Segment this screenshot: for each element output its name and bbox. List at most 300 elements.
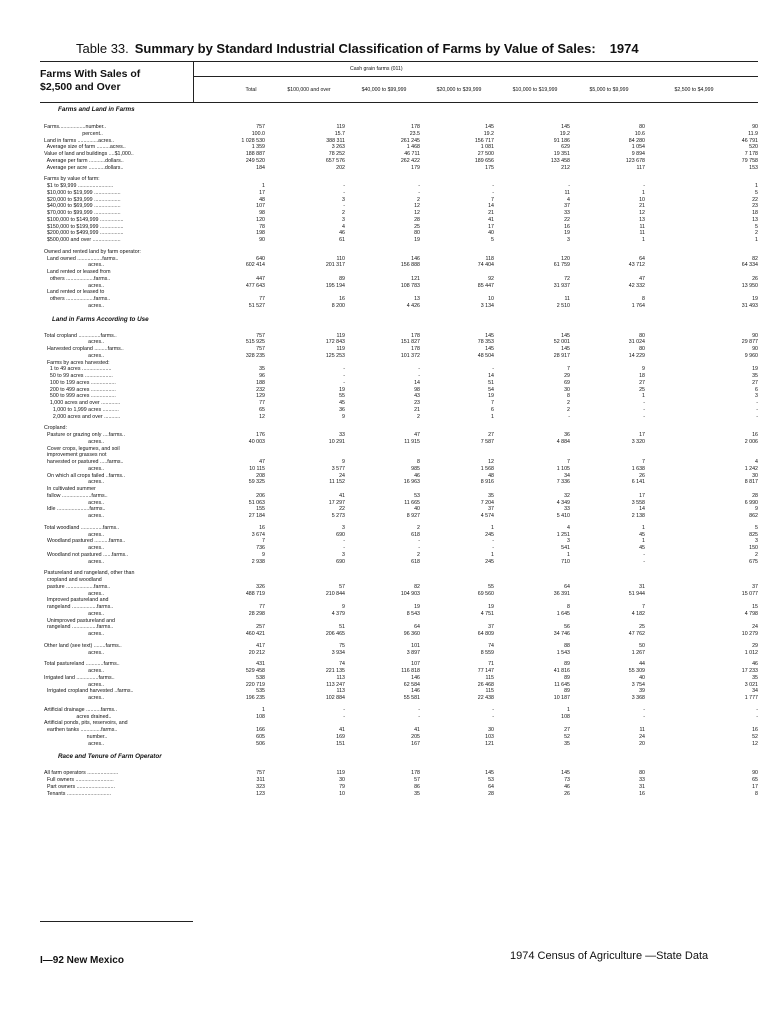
table-cell: 44 — [639, 661, 645, 668]
table-row — [44, 414, 758, 421]
row-label: acres.. — [44, 668, 105, 674]
table-cell: 4 349 — [556, 499, 570, 506]
table-cell: 1 054 — [631, 144, 645, 151]
table-cell: 102 884 — [325, 695, 345, 701]
table-cell: 189 656 — [474, 157, 494, 164]
table-cell: 46 791 — [741, 137, 758, 144]
table-cell: 515 925 — [245, 339, 265, 346]
table-cell: 96 360 — [403, 631, 420, 637]
table-cell: 17 — [259, 189, 265, 196]
top-rule — [40, 61, 758, 62]
table-cell: 36 — [339, 406, 345, 413]
table-cell: 29 — [564, 373, 570, 379]
table-cell: 51 527 — [248, 302, 265, 309]
row-label: acres.. — [44, 513, 105, 519]
table-cell: 657 576 — [325, 157, 345, 164]
table-cell: 123 678 — [625, 157, 645, 164]
table-cell: 7 — [642, 604, 645, 610]
table-cell: 166 — [256, 727, 265, 733]
table-cell: 27 — [752, 379, 758, 386]
table-cell: 77 — [259, 400, 265, 406]
table-cell: 19 — [414, 237, 420, 243]
table-cell: 34 — [752, 688, 758, 695]
table-cell: - — [756, 406, 758, 413]
table-cell: 232 — [256, 386, 265, 393]
row-label: 100 to 199 acres ................. — [44, 379, 116, 386]
table-cell: 2 510 — [556, 302, 570, 309]
table-cell: 8 — [417, 459, 420, 465]
section-heading: Land in Farms According to Use — [52, 315, 149, 323]
row-label: Total cropland ...............farms.. — [44, 332, 117, 339]
table-cell: - — [343, 183, 345, 189]
table-cell: 1 — [491, 551, 494, 558]
table-cell: 175 — [485, 164, 494, 171]
table-cell: 121 — [485, 740, 494, 747]
table-cell: 116 818 — [401, 668, 420, 674]
row-label: Average size of farm .........acres.. — [44, 144, 126, 151]
row-label: acres.. — [44, 339, 105, 346]
table-cell: 1 — [642, 393, 645, 400]
row-label: harvested or pastured .....farms.. — [44, 459, 124, 465]
row-label: $200,000 to $499,999 ................ — [44, 230, 124, 237]
table-cell: 9 960 — [744, 352, 758, 359]
table-cell: 91 186 — [553, 137, 570, 144]
table-cell: - — [643, 406, 645, 413]
table-cell: 52 — [564, 733, 570, 740]
row-label: Artificial ponds, pits, reservoirs, and — [44, 720, 128, 727]
table-cell: 12 — [488, 459, 494, 465]
row-label: Land rented or leased to — [44, 289, 105, 296]
table-cell: 28 — [414, 216, 420, 223]
table-cell: 2 — [755, 230, 758, 237]
table-cell: 8 927 — [406, 513, 420, 519]
row-label: $100,000 to $149,999 ................ — [44, 216, 124, 223]
table-cell: 8 543 — [406, 610, 420, 617]
table-cell: - — [418, 366, 420, 373]
table-cell: 11 152 — [329, 479, 345, 486]
row-label: Land owned .................farms.. — [44, 255, 119, 262]
table-cell: 1 638 — [631, 465, 645, 472]
table-cell: - — [343, 545, 345, 551]
table-cell: 535 — [256, 688, 265, 695]
table-cell: 4 574 — [480, 513, 494, 519]
table-cell: 35 — [259, 366, 265, 373]
row-label: others ...................farms.. — [44, 296, 111, 302]
table-cell: - — [418, 183, 420, 189]
table-cell: 640 — [256, 255, 265, 262]
table-cell: 20 — [639, 740, 645, 747]
row-label: fallow ....................farms.. — [44, 492, 108, 499]
table-cell: 64 334 — [741, 262, 758, 269]
row-label: Farms by acres harvested: — [44, 359, 110, 366]
table-cell: 80 — [639, 770, 645, 777]
table-cell: 1 — [642, 237, 645, 243]
table-cell: 37 — [488, 624, 494, 631]
table-cell: - — [343, 373, 345, 379]
table-cell: 108 783 — [400, 282, 420, 289]
table-cell: 529 458 — [245, 668, 265, 674]
row-label: Cover crops, legumes, and soil — [44, 445, 120, 452]
table-cell: 220 719 — [245, 681, 265, 688]
table-cell: 21 — [414, 406, 420, 413]
table-cell: 520 — [749, 144, 758, 151]
table-cell: 156 888 — [400, 262, 420, 269]
header-bottom-rule — [40, 102, 758, 103]
table-cell: 55 309 — [628, 668, 645, 674]
table-cell: 3 558 — [631, 499, 645, 506]
table-cell: 120 — [561, 255, 570, 262]
table-cell: 19 — [488, 604, 494, 610]
table-cell: 7 — [491, 400, 494, 406]
table-cell: 100.0 — [251, 130, 265, 137]
table-cell: 417 — [256, 642, 265, 649]
table-cell: - — [643, 551, 645, 558]
table-cell: 64 — [639, 255, 645, 262]
table-cell: 35 — [488, 492, 494, 499]
table-cell: 90 — [259, 237, 265, 243]
table-cell: 33 — [564, 506, 570, 513]
table-cell: 4 — [755, 459, 758, 465]
table-cell: - — [568, 413, 570, 420]
table-cell: 3 934 — [331, 649, 345, 656]
table-row — [44, 741, 758, 748]
table-cell: 25 — [639, 386, 645, 393]
table-cell: 1 081 — [480, 144, 494, 151]
table-cell: 146 — [411, 688, 420, 695]
table-cell: 538 — [256, 674, 265, 681]
table-cell: 5 410 — [556, 513, 570, 519]
row-label: $10,000 to $19,999 .................. — [44, 189, 121, 196]
table-cell: 110 — [336, 255, 345, 262]
row-label: acres drained.. — [44, 713, 112, 720]
table-cell: 75 — [339, 642, 345, 649]
table-cell: 541 — [561, 545, 570, 551]
table-cell: 108 — [561, 713, 570, 720]
table-cell: 201 317 — [325, 262, 345, 269]
row-label: acres.. — [44, 438, 105, 445]
table-cell: 4 — [342, 223, 345, 230]
table-cell: 506 — [256, 740, 265, 747]
table-cell: 37 — [564, 203, 570, 210]
table-cell: 40 — [639, 674, 645, 681]
table-cell: 45 — [339, 400, 345, 406]
table-cell: 119 — [336, 770, 345, 777]
table-cell: 121 — [411, 275, 420, 282]
table-cell: 41 — [414, 727, 420, 733]
table-cell: - — [418, 373, 420, 379]
table-cell: 78 252 — [328, 151, 345, 157]
row-label: Artificial drainage ..........farms.. — [44, 706, 118, 713]
table-cell: 9 — [342, 459, 345, 465]
table-row — [44, 303, 758, 310]
table-cell: 16 963 — [403, 479, 420, 486]
table-cell: 618 — [411, 531, 420, 538]
row-label: acres.. — [44, 649, 105, 656]
row-label: Part owners .......................... — [44, 783, 115, 790]
table-cell: 1 — [567, 706, 570, 713]
table-cell: 757 — [256, 332, 265, 339]
table-cell: - — [756, 706, 758, 713]
row-label: acres.. — [44, 545, 105, 551]
table-cell: 35 — [414, 790, 420, 797]
table-cell: 7 — [491, 196, 494, 203]
table-cell: 125 253 — [325, 352, 345, 359]
table-cell: 19 351 — [553, 151, 570, 157]
table-cell: 212 — [561, 164, 570, 171]
table-cell: 2 — [342, 210, 345, 216]
table-cell: 757 — [256, 346, 265, 352]
row-label: Woodland pastured ..........farms.. — [44, 538, 126, 545]
row-label: number.. — [44, 733, 108, 740]
table-cell: 32 — [564, 492, 570, 499]
table-cell: 72 — [564, 275, 570, 282]
row-label: rangeland .................farms.. — [44, 604, 114, 610]
table-cell: 5 — [755, 223, 758, 230]
table-cell: 27 — [488, 432, 494, 438]
table-cell: - — [756, 400, 758, 406]
table-cell: 2 — [567, 400, 570, 406]
page-footer-right: 1974 Census of Agriculture —State Data — [510, 950, 709, 962]
table-cell: 146 — [411, 674, 420, 681]
table-cell: 37 — [752, 583, 758, 590]
table-cell: 3 — [342, 196, 345, 203]
table-cell: - — [492, 189, 494, 196]
table-cell: 188 887 — [245, 151, 265, 157]
table-cell: 40 — [414, 506, 420, 513]
row-label: Harvested cropland .........farms.. — [44, 346, 124, 352]
table-cell: 120 — [256, 216, 265, 223]
table-cell: 11 — [639, 727, 645, 733]
table-cell: 53 — [414, 492, 420, 499]
table-cell: 488 719 — [245, 590, 265, 597]
table-cell: 178 — [411, 770, 420, 777]
table-cell: 79 — [339, 783, 345, 790]
table-cell: - — [568, 183, 570, 189]
table-cell: 1 — [642, 524, 645, 531]
row-label: acres.. — [44, 282, 105, 289]
table-cell: 5 — [491, 237, 494, 243]
row-label: acres.. — [44, 610, 105, 617]
table-cell: 107 — [256, 203, 265, 210]
row-label: Improved pastureland and — [44, 597, 109, 604]
table-cell: 27 — [564, 727, 570, 733]
table-cell: 7 178 — [744, 151, 758, 157]
table-cell: 8 559 — [480, 649, 494, 656]
table-cell: 11 — [639, 223, 645, 230]
table-cell: 145 — [485, 770, 494, 777]
table-cell: 11 915 — [404, 438, 420, 445]
table-cell: 113 — [336, 688, 345, 695]
row-label: Farms..................number.. — [44, 124, 107, 130]
table-cell: 119 — [336, 332, 345, 339]
table-cell: 123 — [256, 790, 265, 797]
table-cell: 41 — [339, 492, 345, 499]
table-cell: 48 — [259, 196, 265, 203]
table-cell: 89 — [564, 688, 570, 695]
super-head-rule — [193, 76, 758, 77]
table-title — [76, 41, 639, 56]
table-cell: 19 — [564, 230, 570, 237]
table-cell: 24 — [639, 733, 645, 740]
table-row — [44, 631, 758, 638]
table-cell: - — [643, 400, 645, 406]
row-label: Pasture or grazing only ....farms.. — [44, 432, 125, 438]
table-cell: 19 — [339, 386, 345, 393]
table-cell: 113 — [336, 674, 345, 681]
table-row — [44, 791, 758, 798]
table-cell: 7 — [567, 459, 570, 465]
row-label: acres.. — [44, 262, 105, 269]
stub-heading — [40, 68, 140, 94]
table-cell: 31 493 — [741, 302, 758, 309]
table-cell: 19 — [414, 604, 420, 610]
table-number: Table 33. — [76, 41, 129, 56]
table-cell: 206 465 — [325, 631, 345, 637]
table-cell: 29 877 — [741, 339, 758, 346]
table-cell: 10 115 — [249, 465, 265, 472]
table-cell: 85 447 — [477, 282, 494, 289]
table-cell: 198 — [256, 230, 265, 237]
table-cell: 19.2 — [483, 130, 494, 137]
table-cell: 88 — [564, 642, 570, 649]
table-cell: - — [643, 706, 645, 713]
table-cell: 43 712 — [628, 262, 645, 269]
row-label: 2,000 acres and over ........... — [44, 413, 121, 420]
table-cell: 57 — [414, 777, 420, 783]
table-cell: - — [492, 183, 494, 189]
table-cell: 26 — [752, 275, 758, 282]
table-cell: 80 — [639, 124, 645, 130]
row-label: 1,000 to 1,999 acres ........... — [44, 406, 119, 413]
table-cell: 27 — [639, 379, 645, 386]
table-cell: 89 — [564, 674, 570, 681]
table-cell: 7 — [262, 538, 265, 545]
table-cell: 29 — [752, 642, 758, 649]
table-cell: 48 — [488, 472, 494, 479]
table-cell: 17 297 — [328, 499, 345, 506]
table-cell: 47 — [639, 275, 645, 282]
table-cell: 4 884 — [556, 438, 570, 445]
table-cell: 15 — [752, 604, 758, 610]
table-cell: 14 229 — [628, 352, 645, 359]
table-cell: 35 — [752, 373, 758, 379]
row-label: $40,000 to $69,999 .................. — [44, 203, 121, 210]
table-cell: 42 332 — [628, 282, 645, 289]
row-label: Cropland: — [44, 425, 67, 432]
table-cell: 96 — [259, 373, 265, 379]
row-label: acres.. — [44, 590, 105, 597]
table-cell: - — [343, 203, 345, 210]
table-cell: 1 — [262, 183, 265, 189]
table-cell: 31 024 — [628, 339, 645, 346]
table-cell: 19 — [752, 366, 758, 373]
table-cell: 196 235 — [245, 695, 265, 701]
table-cell: 53 — [488, 777, 494, 783]
table-cell: 1 — [491, 524, 494, 531]
row-label: $70,000 to $99,999 .................. — [44, 210, 121, 216]
row-label: $20,000 to $39,999 .................. — [44, 196, 121, 203]
table-cell: 3 674 — [251, 531, 265, 538]
table-cell: 30 — [564, 386, 570, 393]
stub-heading-line-2: $2,500 and Over — [40, 81, 121, 93]
table-cell: 602 414 — [245, 262, 265, 269]
table-cell: 22 — [339, 506, 345, 513]
table-cell: 3 754 — [631, 681, 645, 688]
row-label: Average per acre ...........dollars.. — [44, 164, 124, 171]
table-cell: 52 — [752, 733, 758, 740]
table-cell: 8 — [755, 790, 758, 797]
table-cell: 4 — [567, 524, 570, 531]
table-cell: 150 — [749, 545, 758, 551]
row-label: $1 to $9,999 ........................ — [44, 183, 114, 189]
row-label: cropland and woodland — [44, 577, 102, 583]
table-cell: 64 809 — [477, 631, 494, 637]
table-cell: 16 — [752, 727, 758, 733]
table-cell: 328 235 — [245, 352, 265, 359]
table-cell: 84 280 — [628, 137, 645, 144]
table-cell: 17 — [639, 432, 645, 438]
row-label: 500 to 999 acres ................. — [44, 393, 116, 400]
table-cell: 605 — [256, 733, 265, 740]
table-cell: 2 006 — [744, 438, 758, 445]
table-cell: 13 — [414, 296, 420, 302]
table-cell: 4 751 — [480, 610, 494, 617]
table-cell: 2 138 — [631, 513, 645, 519]
row-label: Value of land and buildings ....$1,000.. — [44, 151, 134, 157]
table-cell: 9 — [642, 366, 645, 373]
table-cell: 208 — [256, 472, 265, 479]
row-label: acres.. — [44, 631, 105, 637]
table-cell: - — [343, 706, 345, 713]
table-cell: 6 141 — [631, 479, 645, 486]
table-cell: 61 759 — [553, 262, 570, 269]
table-cell: 2 — [417, 524, 420, 531]
table-cell: 55 — [488, 583, 494, 590]
table-cell: 56 — [564, 624, 570, 631]
table-cell: 31 — [639, 783, 645, 790]
table-cell: 27 500 — [477, 151, 494, 157]
table-cell: 1 — [755, 237, 758, 243]
table-cell: 74 — [339, 661, 345, 668]
table-cell: 10 187 — [553, 695, 570, 701]
table-cell: 3 368 — [631, 695, 645, 701]
table-cell: - — [418, 545, 420, 551]
table-cell: 47 — [259, 459, 265, 465]
row-label: acres.. — [44, 302, 105, 309]
table-row — [44, 165, 758, 172]
table-cell: 59 325 — [248, 479, 265, 486]
table-cell: 5 273 — [331, 513, 345, 519]
table-cell: 98 — [414, 386, 420, 393]
table-cell: 33 — [639, 777, 645, 783]
table-cell: 74 404 — [477, 262, 494, 269]
table-cell: 4 — [567, 196, 570, 203]
table-cell: 28 — [752, 492, 758, 499]
table-cell: 31 937 — [553, 282, 570, 289]
table-cell: 14 — [488, 203, 494, 210]
table-cell: 25 — [639, 624, 645, 631]
table-cell: 145 — [561, 770, 570, 777]
table-cell: 388 311 — [326, 137, 345, 144]
table-cell: 10 — [488, 296, 494, 302]
table-row — [44, 237, 758, 244]
table-cell: 184 — [256, 164, 265, 171]
table-cell: 78 353 — [477, 339, 494, 346]
table-cell: 9 — [262, 551, 265, 558]
table-cell: 55 581 — [403, 695, 420, 701]
table-cell: 74 — [488, 642, 494, 649]
table-cell: - — [343, 366, 345, 373]
